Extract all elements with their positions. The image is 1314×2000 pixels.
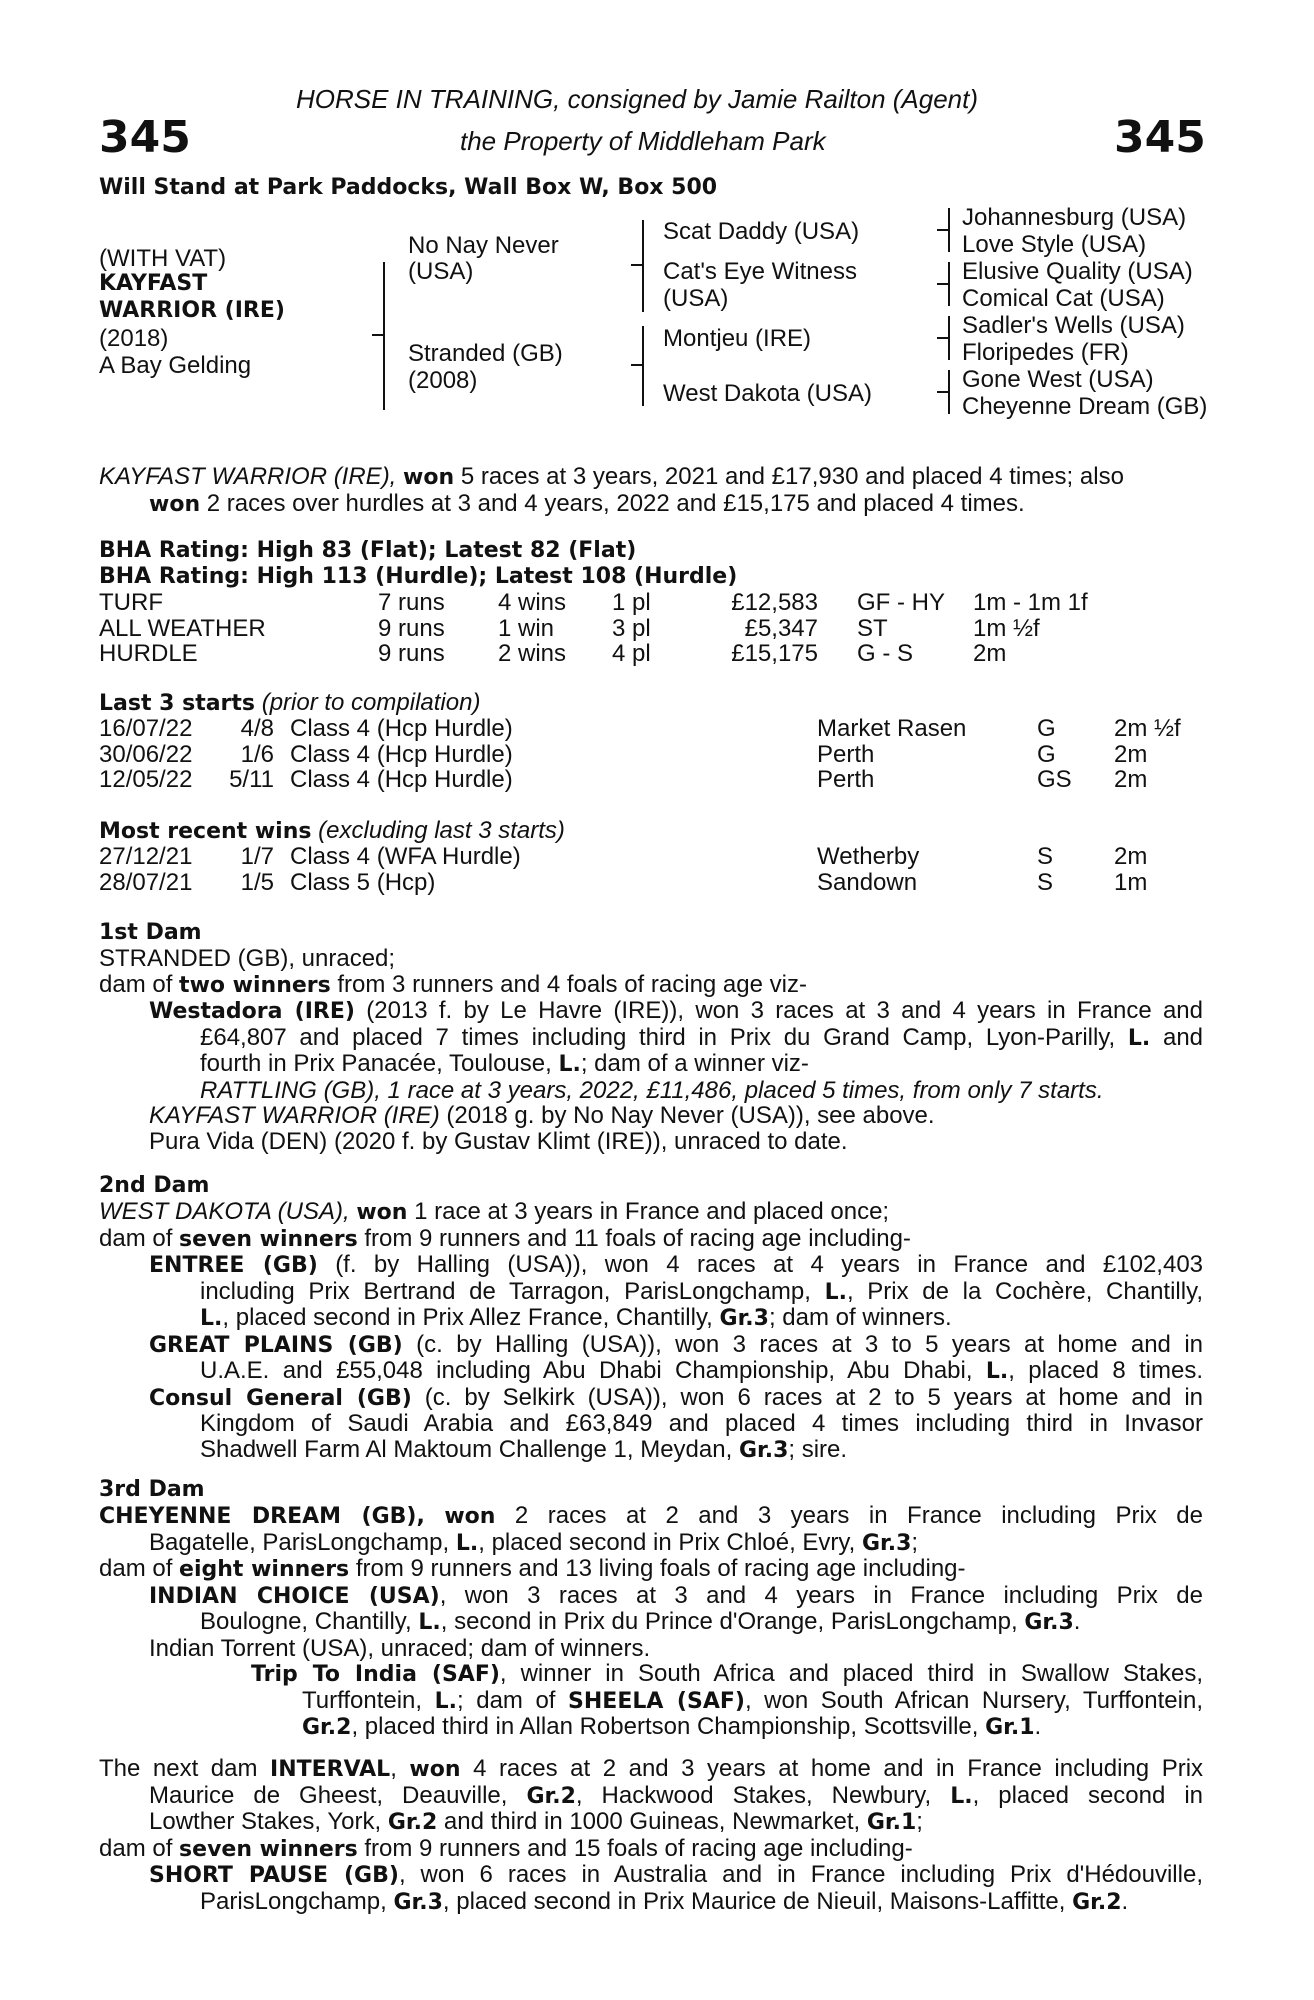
lot-number-left: 345: [99, 112, 191, 163]
race-summary: [99, 464, 1203, 517]
granddam-1: Love Style (USA): [962, 231, 1147, 258]
entree: ENTREE (GB): [149, 1253, 318, 1278]
last-start-row-cell: GS: [1037, 766, 1072, 793]
consul-general: Consul General (GB): [149, 1385, 412, 1411]
rating-row-cell: 1m ½f: [973, 614, 1040, 642]
recent-win-row-cell: 2m: [1114, 843, 1148, 870]
horse-name-line2: WARRIOR (IRE): [99, 298, 285, 323]
rating-row-cell: 2 wins: [498, 640, 567, 667]
last-start-row-cell: 5/11: [229, 766, 274, 793]
granddam-4: Cheyenne Dream (GB): [962, 393, 1208, 420]
last-start-row-cell: 4/8: [240, 715, 274, 742]
last-start-row-cell: 2m: [1114, 766, 1148, 793]
rating-row-cell: £5,347: [744, 614, 818, 642]
g-brace-3: [948, 316, 950, 360]
lot-number-right: 345: [1114, 112, 1206, 163]
third-dam-heading: 3rd Dam: [99, 1477, 205, 1502]
consignor-line: HORSE IN TRAINING, consigned by Jamie Railton (Agent): [296, 84, 979, 114]
third-dam-text: CHEYENNE DREAM (GB), won 2 races at 2 and 3 years in France including Prix de Bagatelle, ParisLongchamp, L., placed second in Prix Chloé, Evry, Gr.3; dam of eight winners from 9 runners and 13 living foals of racing age including- INDIAN CHOICE (USA), won 3 races at 3 and 4 years in France including Prix de Boulogne, Chantilly, L., second in Prix du Prince d'Orange, ParisLongchamp, Gr.3. Indian Torrent (USA), unraced; dam of winners. Trip To India (SAF), winner in South Africa and placed third in Swallow Stakes, Turffontein, L.; dam of SHEELA (SAF), won South African Nursery, Turffontein, Gr.2, placed third in Allan Robertson Championship, Scottsville, Gr.1.: [99, 1502, 1203, 1740]
trip-to-india: Trip To India (SAF): [251, 1662, 500, 1687]
rating-row-cell: 4 wins: [498, 589, 567, 616]
dam-parents-brace: [642, 326, 644, 406]
rating-hurdle: BHA Rating: High 113 (Hurdle); Latest 108 (Hurdle): [99, 564, 738, 589]
rating-row-cell: ALL WEATHER: [99, 614, 266, 642]
second-dam-text: WEST DAKOTA (USA), won 1 race at 3 years in France and placed once; dam of seven winners from 9 runners and 11 foals of racing age including- ENTREE (GB) (f. by Halling (USA)), won 4 races at 4 years in France and £102,403 including Prix Bertrand de Tarragon, ParisLongchamp, L., Prix de la Cochère, Chantilly, L., placed second in Prix Allez France, Chantilly, Gr.3; dam of winners. GREAT PLAINS (GB) (c. by Halling (USA)), won 3 races at 3 to 5 years at home and in U.A.E. and £55,048 including Abu Dhabi Championship, Abu Dhabi, L., placed 8 times. Consul General (GB) (c. by Selkirk (USA)), won 6 races at 2 to 5 years at home and in Kingdom of Saudi Arabia and £63,849 and placed 4 times including third in Invasor Shadwell Farm Al Maktoum Challenge 1, Meydan, Gr.3; sire.: [99, 1198, 1204, 1463]
granddam-2: Comical Cat (USA): [962, 285, 1165, 312]
recent-win-row-cell: S: [1037, 868, 1054, 896]
sire-sire: Scat Daddy (USA): [663, 218, 860, 245]
last-start-row-cell: 1/6: [240, 740, 274, 768]
rating-row-cell: 9 runs: [378, 614, 445, 642]
last-starts-heading: Last 3 starts (prior to compilation): [99, 689, 481, 716]
granddam-3: Floripedes (FR): [962, 339, 1129, 366]
last-start-row-cell: G: [1037, 740, 1056, 768]
next-dam-text: The next dam INTERVAL, won 4 races at 2 and 3 years at home and in France including Prix Maurice de Gheest, Deauville, Gr.2, Hackwood Stakes, Newbury, L., placed second in Lowther Stakes, York, Gr.2 and third in 1000 Guineas, Newmarket, Gr.1; dam of seven winners from 9 runners and 15 foals of racing age including- SHORT PAUSE (GB), won 6 races in Australia and in France including Prix d'Hédouville, ParisLongchamp, Gr.3, placed second in Prix Maurice de Nieuil, Maisons-Laffitte, Gr.2.: [99, 1755, 1204, 1915]
foaling-year: (2018): [99, 325, 169, 352]
summary-horse-name: KAYFAST WARRIOR (IRE),: [99, 463, 397, 490]
sire-parents-brace: [642, 220, 644, 312]
indian-choice: INDIAN CHOICE (USA): [149, 1583, 440, 1609]
rating-row-cell: 7 runs: [378, 589, 445, 616]
last-start-row-cell: Class 4 (Hcp Hurdle): [290, 766, 513, 793]
dam-sire: Montjeu (IRE): [663, 325, 812, 352]
recent-win-row-cell: 1m: [1114, 868, 1148, 896]
recent-win-row-cell: Class 5 (Hcp): [290, 868, 436, 896]
summary-won: won: [403, 465, 455, 490]
sire-dam-line2: (USA): [663, 285, 729, 312]
recent-win-row-cell: 1/7: [240, 843, 274, 870]
g-brace-4: [948, 370, 950, 414]
recent-win-row-cell: 28/07/21: [99, 868, 193, 896]
rating-row-cell: 9 runs: [378, 640, 445, 667]
recent-win-row-cell: Class 4 (WFA Hurdle): [290, 843, 521, 870]
last-start-row-cell: 16/07/22: [99, 715, 193, 742]
sire-country: (USA): [408, 258, 474, 285]
first-dam-heading: 1st Dam: [99, 920, 202, 945]
vat-note: (WITH VAT): [99, 245, 227, 272]
last-start-row-cell: 2m: [1114, 740, 1148, 768]
rating-flat: BHA Rating: High 83 (Flat); Latest 82 (Flat): [99, 538, 637, 563]
dam-name: Stranded (GB): [408, 340, 563, 367]
first-dam-text: STRANDED (GB), unraced; dam of two winners from 3 runners and 4 foals of racing age viz- Westadora (IRE) (2013 f. by Le Havre (IRE)), won 3 races at 3 and 4 years in France and £64,807 and placed 7 times including third in Prix du Grand Camp, Lyon-Parilly, L. and fourth in Prix Panacée, Toulouse, L.; dam of a winner viz- RATTLING (GB), 1 race at 3 years, 2022, £11,486, placed 5 times, from only 7 starts. KAYFAST WARRIOR (IRE) (2018 g. by No Nay Never (USA)), see above. Pura Vida (DEN) (2020 f. by Gustav Klimt (IRE)), unraced to date.: [99, 945, 1204, 1155]
summary-text2: 2 races over hurdles at 3 and 4 years, 2022 and £15,175 and placed 4 times.: [206, 489, 1025, 517]
grandsire-4: Gone West (USA): [962, 366, 1154, 393]
great-plains: GREAT PLAINS (GB): [149, 1332, 403, 1358]
recent-wins-heading: Most recent wins (excluding last 3 starts): [99, 817, 565, 844]
recent-win-row-cell: Wetherby: [817, 843, 920, 870]
rating-row-cell: 1m - 1m 1f: [973, 589, 1088, 616]
rating-row-cell: 1 win: [498, 614, 555, 642]
recent-win-row-cell: 1/5: [240, 868, 274, 896]
last-start-row-cell: 2m ½f: [1114, 715, 1181, 742]
rating-row-cell: £12,583: [731, 589, 818, 616]
sire-name: No Nay Never: [408, 232, 559, 259]
g-brace-2: [948, 262, 950, 306]
rating-row-cell: HURDLE: [99, 640, 198, 667]
summary-won-hurdles: won: [149, 491, 201, 517]
grandsire-1: Johannesburg (USA): [962, 204, 1187, 231]
last-start-row-cell: 12/05/22: [99, 766, 193, 793]
rating-row-cell: GF - HY: [857, 589, 945, 616]
stand-location: Will Stand at Park Paddocks, Wall Box W, Box 500: [99, 175, 718, 200]
rating-row-cell: 3 pl: [612, 614, 651, 642]
property-line: the Property of Middleham Park: [460, 126, 826, 156]
grandsire-3: Sadler's Wells (USA): [962, 312, 1185, 339]
summary-text1: 5 races at 3 years, 2021 and £17,930 and placed 4 times; also: [460, 463, 1124, 490]
short-pause: SHORT PAUSE (GB): [149, 1863, 399, 1888]
recent-win-row-cell: Sandown: [817, 868, 918, 896]
rating-row-cell: 2m: [973, 640, 1007, 667]
grandsire-2: Elusive Quality (USA): [962, 258, 1193, 285]
dam-year: (2008): [408, 367, 478, 394]
last-start-row-cell: Class 4 (Hcp Hurdle): [290, 740, 513, 768]
sire-dam-line1: Cat's Eye Witness: [663, 258, 857, 285]
rating-row-cell: TURF: [99, 589, 163, 616]
rating-row-cell: ST: [857, 614, 888, 642]
recent-win-row-cell: 27/12/21: [99, 843, 193, 870]
rating-row-cell: £15,175: [731, 640, 818, 667]
horse-description: A Bay Gelding: [99, 352, 252, 379]
horse-name-line1: KAYFAST: [99, 271, 208, 296]
rating-row-cell: 4 pl: [612, 640, 651, 667]
last-start-row-cell: 30/06/22: [99, 740, 193, 768]
recent-win-row-cell: S: [1037, 843, 1054, 870]
last-start-row-cell: G: [1037, 715, 1056, 742]
sire-dam-brace: [383, 262, 385, 410]
dam-dam: West Dakota (USA): [663, 380, 872, 407]
last-start-row-cell: Perth: [817, 740, 875, 768]
last-start-row-cell: Class 4 (Hcp Hurdle): [290, 715, 513, 742]
last-start-row-cell: Market Rasen: [817, 715, 967, 742]
last-start-row-cell: Perth: [817, 766, 875, 793]
westadora: Westadora (IRE): [149, 999, 355, 1024]
g-brace-1: [948, 208, 950, 252]
rating-row-cell: 1 pl: [612, 589, 651, 616]
rating-row-cell: G - S: [857, 640, 914, 667]
second-dam-heading: 2nd Dam: [99, 1173, 210, 1198]
